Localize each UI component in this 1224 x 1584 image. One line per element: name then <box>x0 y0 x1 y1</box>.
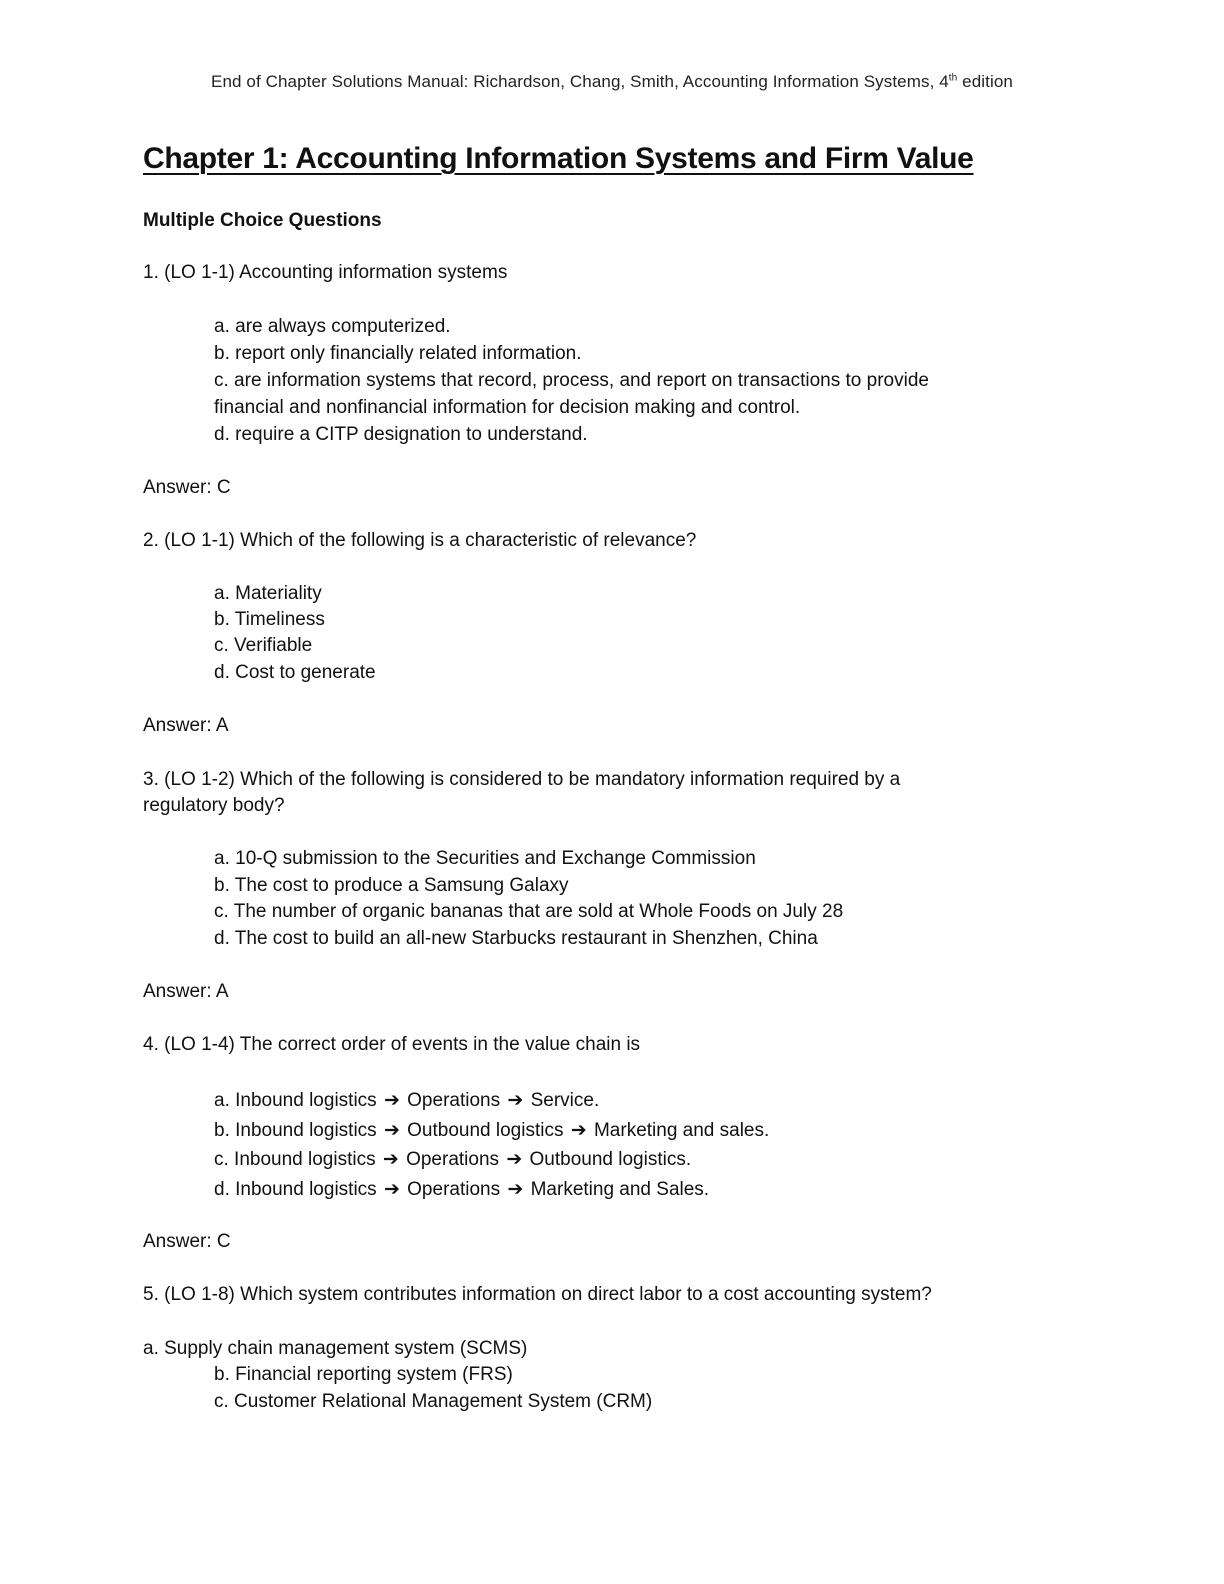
chapter-title: Chapter 1: Accounting Information Systems and Firm Value <box>143 142 974 175</box>
q4-a-step1: a. Inbound logistics <box>214 1090 377 1111</box>
q3-option-a: a. 10-Q submission to the Securities and Exchange Commission <box>214 848 756 869</box>
q3-prompt-line1: 3. (LO 1-2) Which of the following is considered to be mandatory information required by a <box>143 769 901 790</box>
q2-option-d: d. Cost to generate <box>214 662 376 683</box>
arrow-right-icon: ➔ <box>382 1149 399 1170</box>
q4-option-d <box>214 1177 709 1203</box>
q3-option-c: c. The number of organic bananas that are sold at Whole Foods on July 28 <box>214 901 844 922</box>
q4-option-a <box>214 1088 599 1114</box>
q5-option-c: c. Customer Relational Management System (CRM) <box>214 1391 653 1412</box>
header-superscript: th <box>948 72 958 84</box>
q4-d-step3: Marketing and Sales. <box>530 1179 710 1200</box>
q4-d-step2: Operations <box>407 1179 501 1200</box>
arrow-right-icon: ➔ <box>383 1179 400 1200</box>
q4-a-step3: Service. <box>530 1090 600 1111</box>
q2-prompt: 2. (LO 1-1) Which of the following is a characteristic of relevance? <box>143 530 697 551</box>
arrow-right-icon: ➔ <box>507 1179 524 1200</box>
q1-option-a: a. are always computerized. <box>214 316 451 337</box>
header-text: End of Chapter Solutions Manual: Richardson, Chang, Smith, Accounting Information Systems, 4 <box>211 72 949 91</box>
arrow-right-icon: ➔ <box>383 1090 400 1111</box>
q3-prompt-line2: regulatory body? <box>143 795 285 816</box>
q2-option-b: b. Timeliness <box>214 609 325 630</box>
q1-option-b: b. report only financially related information. <box>214 343 582 364</box>
q5-option-a: a. Supply chain management system (SCMS) <box>143 1338 528 1359</box>
q2-answer: Answer: A <box>143 715 229 736</box>
q4-option-c <box>214 1147 691 1173</box>
section-heading: Multiple Choice Questions <box>143 210 382 231</box>
arrow-right-icon: ➔ <box>507 1090 524 1111</box>
arrow-right-icon: ➔ <box>570 1120 587 1141</box>
q1-prompt: 1. (LO 1-1) Accounting information systems <box>143 262 508 283</box>
q4-d-step1: d. Inbound logistics <box>214 1179 377 1200</box>
q4-option-b <box>214 1118 769 1144</box>
q3-option-b: b. The cost to produce a Samsung Galaxy <box>214 875 569 896</box>
page-header <box>0 72 1224 92</box>
q4-b-step1: b. Inbound logistics <box>214 1120 377 1141</box>
q4-prompt: 4. (LO 1-4) The correct order of events in the value chain is <box>143 1034 641 1055</box>
q4-b-step3: Marketing and sales. <box>593 1120 770 1141</box>
q5-prompt: 5. (LO 1-8) Which system contributes information on direct labor to a cost accounting system? <box>143 1284 932 1305</box>
q2-option-a: a. Materiality <box>214 583 322 604</box>
q4-c-step1: c. Inbound logistics <box>214 1149 376 1170</box>
arrow-right-icon: ➔ <box>383 1120 400 1141</box>
q1-answer: Answer: C <box>143 477 231 498</box>
q5-option-b: b. Financial reporting system (FRS) <box>214 1364 513 1385</box>
header-text-end: edition <box>957 72 1013 91</box>
q4-a-step2: Operations <box>407 1090 501 1111</box>
q1-option-d: d. require a CITP designation to understand. <box>214 424 588 445</box>
q3-answer: Answer: A <box>143 981 229 1002</box>
q4-answer: Answer: C <box>143 1231 231 1252</box>
q4-b-step2: Outbound logistics <box>407 1120 564 1141</box>
q1-option-c-line1: c. are information systems that record, process, and report on transactions to provide <box>214 370 929 391</box>
q1-option-c-line2: financial and nonfinancial information for decision making and control. <box>214 397 801 418</box>
q4-c-step2: Operations <box>406 1149 500 1170</box>
q3-option-d: d. The cost to build an all-new Starbucks restaurant in Shenzhen, China <box>214 928 818 949</box>
q4-c-step3: Outbound logistics. <box>529 1149 692 1170</box>
q2-option-c: c. Verifiable <box>214 635 313 656</box>
arrow-right-icon: ➔ <box>506 1149 523 1170</box>
